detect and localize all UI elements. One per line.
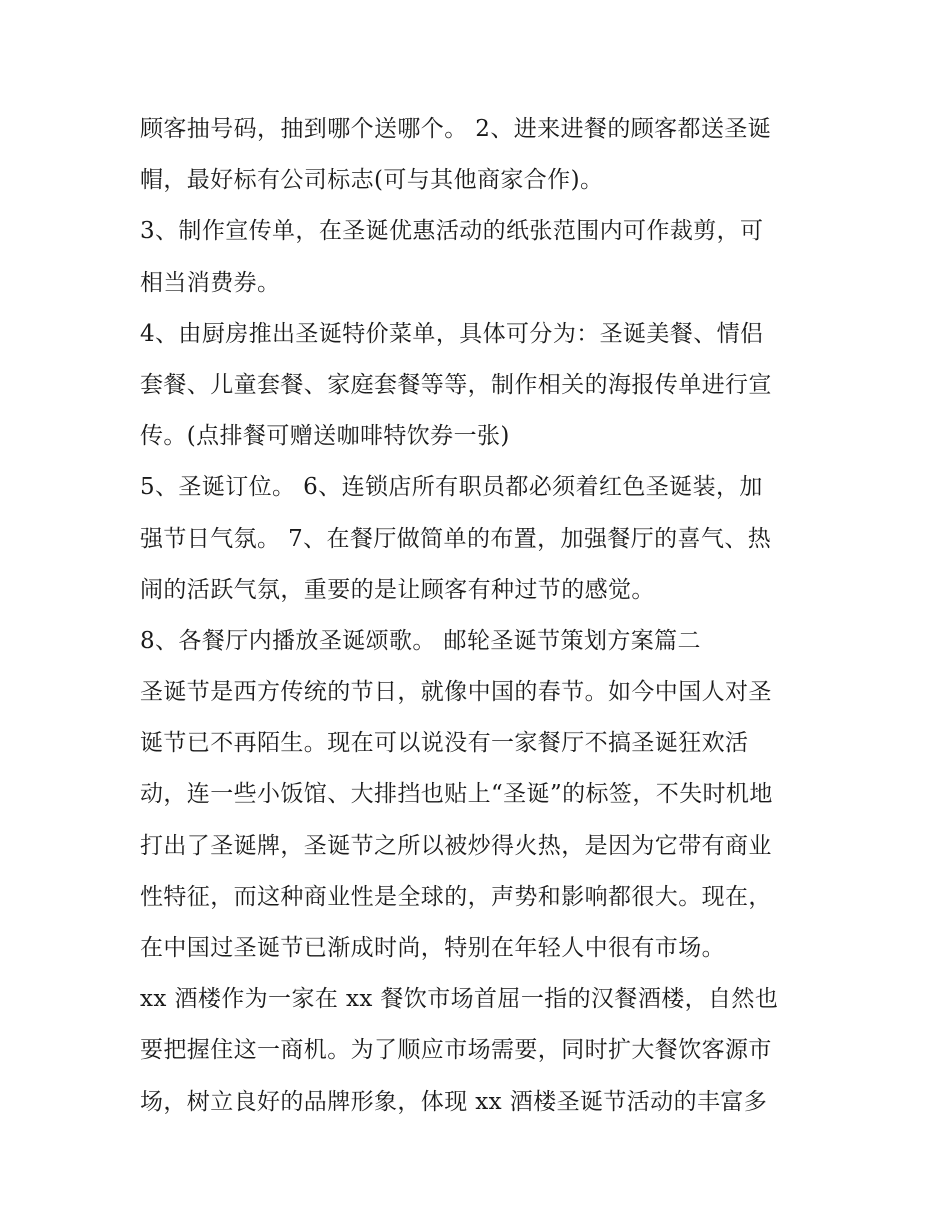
text-line: 强节日气氛。 7、在餐厅做简单的布置，加强餐厅的喜气、热 [140, 525, 772, 552]
text-line: 闹的活跃气氛，重要的是让顾客有种过节的感觉。 [140, 576, 655, 603]
text-line: 5、圣诞订位。 6、连锁店所有职员都必须着红色圣诞装，加 [140, 474, 763, 501]
text-line: 传。(点排餐可赠送咖啡特饮券一张) [140, 423, 510, 450]
text-line: 要把握住这一商机。为了顺应市场需要，同时扩大餐饮客源市 [140, 1037, 772, 1064]
text-line: 帽，最好标有公司标志(可与其他商家合作)。 [140, 167, 604, 194]
text-line: 顾客抽号码，抽到哪个送哪个。 2、进来进餐的顾客都送圣诞 [140, 116, 772, 142]
text-line: xx 酒楼作为一家在 xx 餐饮市场首屈一指的汉餐酒楼，自然也 [140, 986, 779, 1013]
body-text [140, 104, 820, 1128]
text-line: 动，连一些小饭馆、大排挡也贴上“圣诞”的标签，不失时机地 [140, 781, 773, 808]
text-line: 8、各餐厅内播放圣诞颂歌。 邮轮圣诞节策划方案篇二 [140, 627, 701, 654]
text-line: 性特征，而这种商业性是全球的，声势和影响都很大。现在， [140, 883, 772, 910]
text-line: 3、制作宣传单，在圣诞优惠活动的纸张范围内可作裁剪，可 [140, 218, 764, 245]
text-line: 诞节已不再陌生。现在可以说没有一家餐厅不搞圣诞狂欢活 [140, 730, 749, 757]
text-line: 打出了圣诞牌，圣诞节之所以被炒得火热，是因为它带有商业 [140, 832, 772, 859]
text-line: 4、由厨房推出圣诞特价菜单，具体可分为：圣诞美餐、情侣 [140, 320, 764, 347]
text-line: 圣诞节是西方传统的节日，就像中国的春节。如今中国人对圣 [140, 679, 772, 706]
text-line: 套餐、儿童套餐、家庭套餐等等，制作相关的海报传单进行宣 [140, 371, 772, 398]
text-line: 场，树立良好的品牌形象，体现 xx 酒楼圣诞节活动的丰富多 [140, 1088, 768, 1115]
text-line: 在中国过圣诞节已渐成时尚，特别在年轻人中很有市场。 [140, 935, 725, 961]
text-line: 相当消费券。 [140, 269, 281, 296]
